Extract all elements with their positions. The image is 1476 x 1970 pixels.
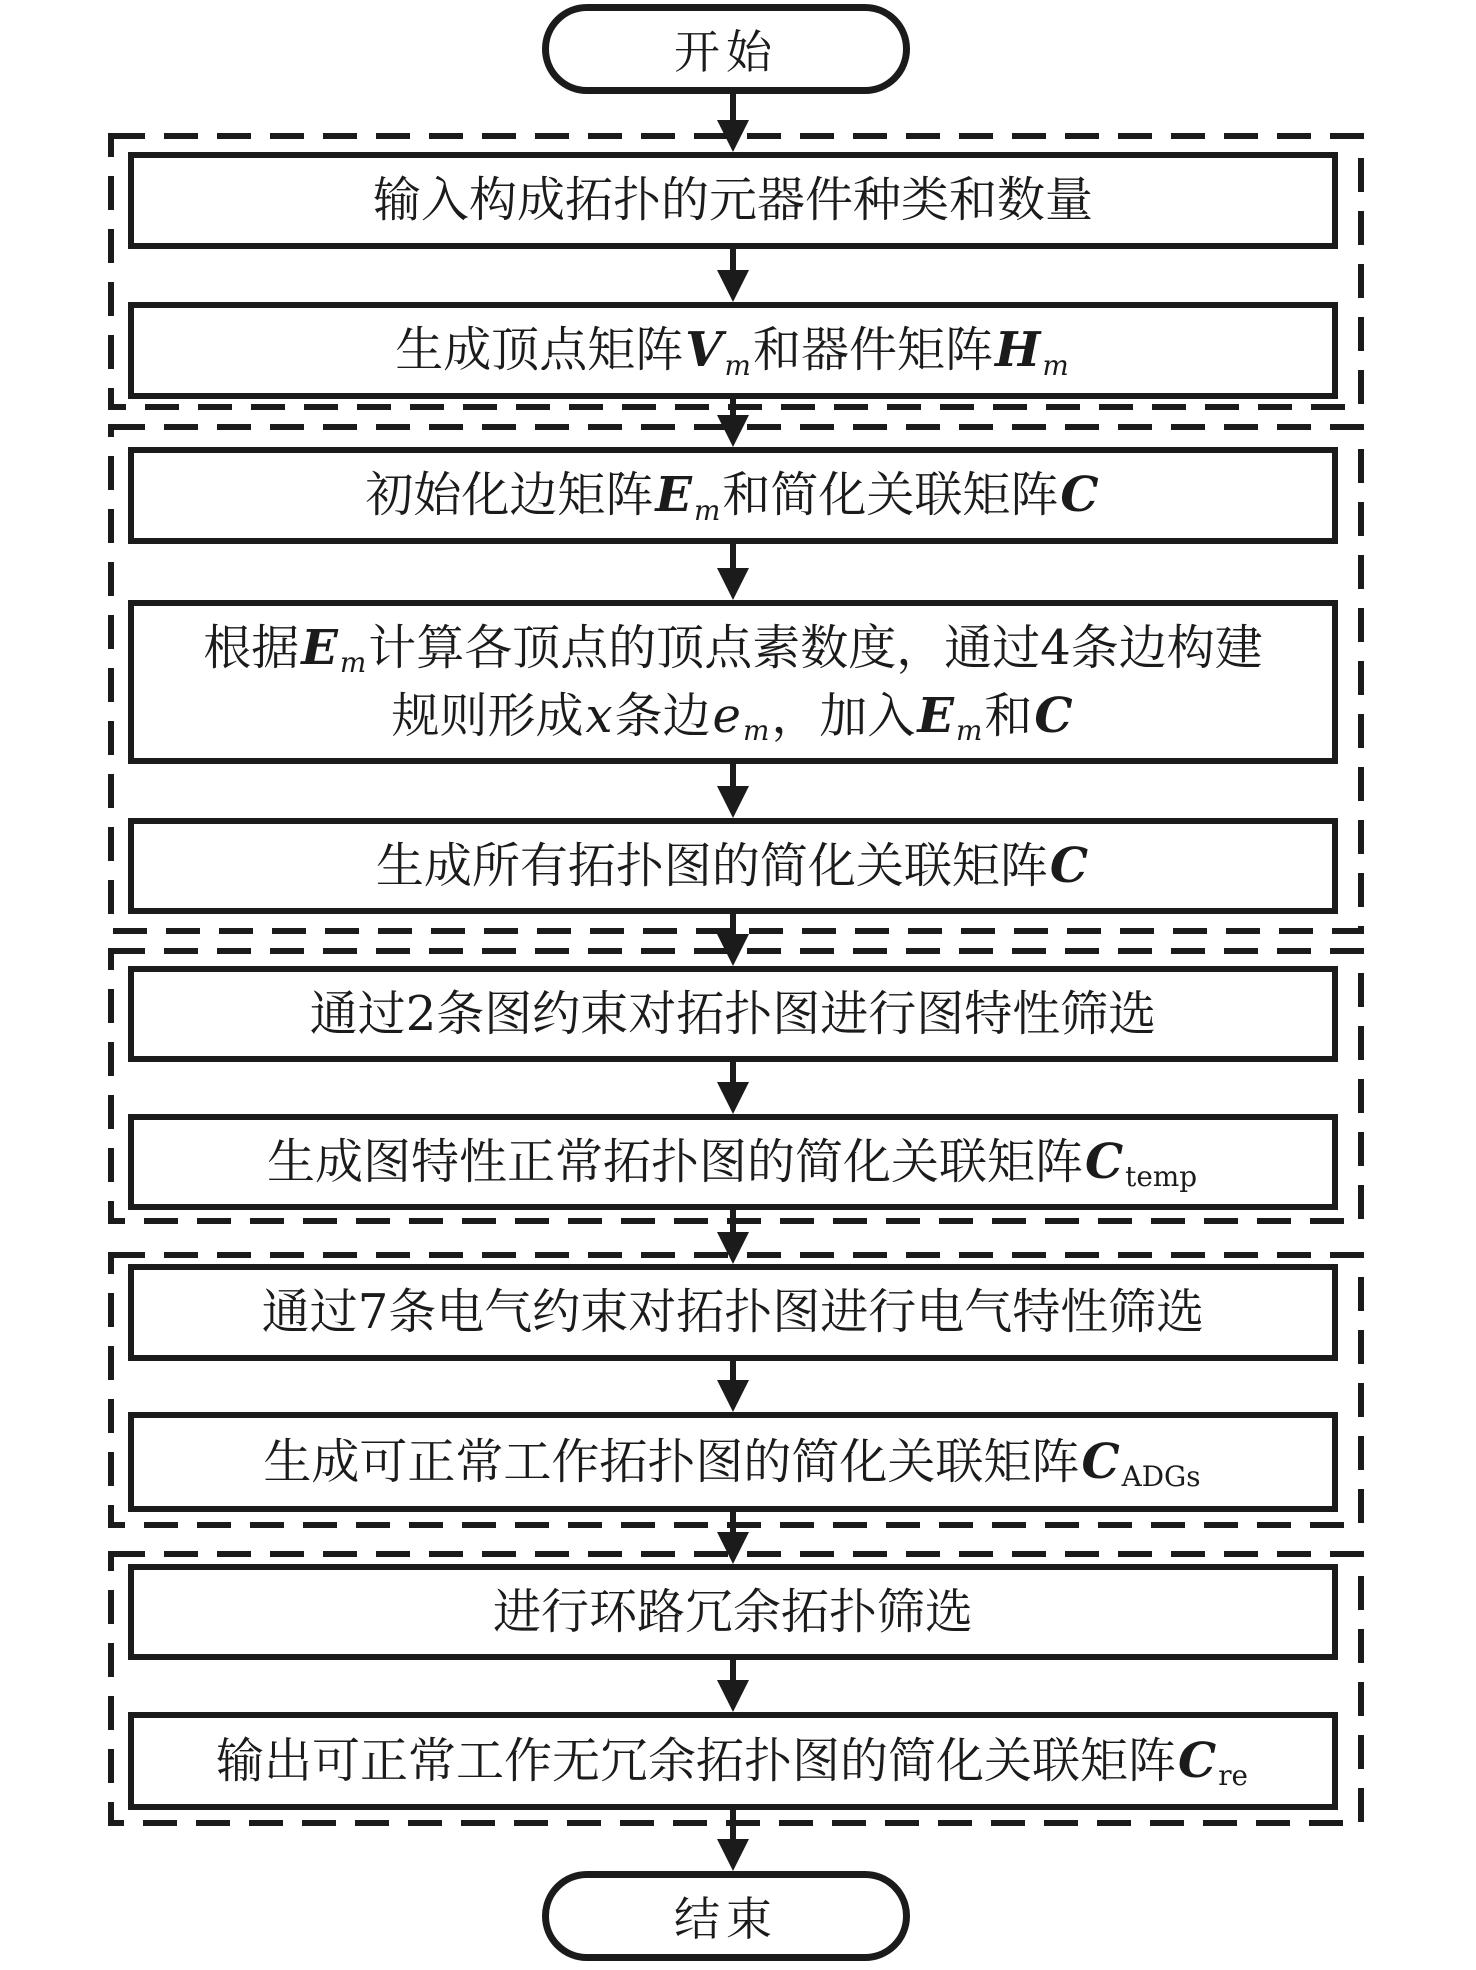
arrowhead-icon [717, 934, 749, 966]
arrow-box5-to-box6 [717, 914, 749, 966]
box-loop-redundancy-filter [128, 1564, 1338, 1660]
arrowhead-icon [717, 1232, 749, 1264]
text-segment-subi: m [694, 493, 721, 527]
text-segment-subi: m [955, 714, 983, 748]
box-generate-ctemp-matrix [128, 1114, 1338, 1210]
box-electrical-constraint-filter [128, 1264, 1338, 1361]
text-segment-subi: m [339, 646, 367, 680]
start-node [542, 4, 910, 94]
box-generate-vertex-device-matrices-text [395, 316, 1070, 384]
text-segment-t: 生成图特性正常拓扑图的简化关联矩阵 [266, 1133, 1083, 1190]
text-segment-t: 通过7条电气约束对拓扑图进行电气特性筛选 [261, 1284, 1205, 1341]
end-label: 结束 [674, 1892, 778, 1946]
text-segment-t: ，加入 [771, 688, 916, 744]
text-segment-t: 计算各顶点的顶点素数度，通过4条边构建 [368, 619, 1263, 676]
arrow-box8-to-box9 [717, 1361, 749, 1412]
arrowhead-icon [717, 786, 749, 818]
box-generate-all-topology-matrices [128, 818, 1338, 914]
text-segment-subi: m [724, 348, 751, 382]
box-input-components-text [373, 166, 1093, 234]
text-segment-bi: E [917, 688, 954, 744]
end-node [542, 1871, 910, 1961]
box-init-edge-incidence-matrices-text [365, 461, 1100, 529]
arrowhead-icon [717, 1082, 749, 1114]
box-electrical-constraint-filter-text [262, 1278, 1205, 1346]
arrow-box9-to-box10 [717, 1512, 749, 1564]
text-segment-bi: H [994, 322, 1041, 379]
text-segment-t: 生成顶点矩阵 [395, 322, 684, 379]
text-segment-t: 和器件矩阵 [752, 322, 993, 379]
text-segment-t: 输出可正常工作无冗余拓扑图的简化关联矩阵 [216, 1732, 1177, 1789]
arrowhead-icon [717, 1680, 749, 1712]
text-segment-t: 输入构成拓扑的元器件种类和数量 [372, 172, 1093, 229]
box-generate-cadgs-matrix [128, 1412, 1338, 1512]
arrowhead-icon [717, 1532, 749, 1564]
arrow-box7-to-box8 [717, 1210, 749, 1264]
text-segment-t: 根据 [203, 619, 300, 676]
box-generate-vertex-device-matrices [128, 302, 1338, 399]
arrow-box1-to-box2 [717, 249, 749, 302]
text-segment-bi: C [1060, 467, 1099, 524]
arrowhead-icon [717, 1380, 749, 1412]
text-segment-bi: C [1084, 1133, 1124, 1190]
arrowhead-icon [717, 270, 749, 302]
text-segment-t: 生成所有拓扑图的简化关联矩阵 [375, 837, 1048, 894]
box-build-edges-by-rules [128, 600, 1338, 764]
arrowhead-icon [717, 415, 749, 447]
text-segment-i: e [712, 688, 741, 744]
box-graph-constraint-filter [128, 966, 1338, 1062]
text-segment-subi: m [1042, 348, 1069, 382]
text-segment-bi: E [655, 467, 692, 524]
text-segment-t: 初始化边矩阵 [365, 467, 654, 524]
text-segment-t: 进行环路冗余拓扑筛选 [492, 1583, 973, 1640]
text-segment-subr: re [1218, 1759, 1248, 1793]
arrow-box10-to-box11 [717, 1660, 749, 1712]
text-segment-bi: E [301, 619, 338, 676]
arrow-box2-to-box3 [717, 399, 749, 447]
start-label: 开始 [674, 25, 778, 79]
arrow-box4-to-box5 [717, 764, 749, 818]
text-segment-subr: temp [1125, 1160, 1198, 1194]
text-segment-bi: V [685, 322, 723, 379]
text-segment-t: 和简化关联矩阵 [722, 467, 1059, 524]
text-segment-t: 条边 [614, 688, 711, 744]
text-segment-t: 和 [984, 688, 1033, 744]
text-segment-t: 规则形成 [391, 688, 584, 744]
text-segment-t: 通过2条图约束对拓扑图进行图特性筛选 [309, 985, 1157, 1042]
box-generate-cadgs-matrix-text [263, 1428, 1202, 1496]
box-loop-redundancy-filter-text [493, 1578, 973, 1646]
box-generate-ctemp-matrix-text [267, 1128, 1199, 1196]
box-init-edge-incidence-matrices [128, 447, 1338, 544]
arrowhead-icon [717, 120, 749, 152]
box-build-edges-by-rules-text-line1 [203, 614, 1263, 682]
text-segment-bi: C [1178, 1732, 1217, 1789]
arrowhead-icon [717, 1839, 749, 1871]
box-output-cre-matrix [128, 1712, 1338, 1810]
text-segment-bi: C [1034, 688, 1073, 744]
text-segment-subr: ADGs [1121, 1460, 1201, 1494]
text-segment-bi: C [1081, 1433, 1120, 1490]
arrow-start-to-box1 [717, 94, 749, 152]
box-graph-constraint-filter-text [310, 980, 1157, 1048]
arrow-box6-to-box7 [717, 1062, 749, 1114]
box-build-edges-by-rules-text-line2 [391, 682, 1074, 750]
text-segment-i: x [585, 688, 613, 744]
text-segment-subi: m [742, 714, 770, 748]
text-segment-bi: C [1049, 837, 1089, 894]
arrowhead-icon [717, 568, 749, 600]
box-input-components [128, 152, 1338, 249]
box-generate-all-topology-matrices-text [376, 832, 1090, 900]
text-segment-t: 生成可正常工作拓扑图的简化关联矩阵 [263, 1433, 1080, 1490]
arrow-box3-to-box4 [717, 544, 749, 600]
arrow-box11-to-end [717, 1810, 749, 1871]
box-output-cre-matrix-text [216, 1727, 1250, 1795]
